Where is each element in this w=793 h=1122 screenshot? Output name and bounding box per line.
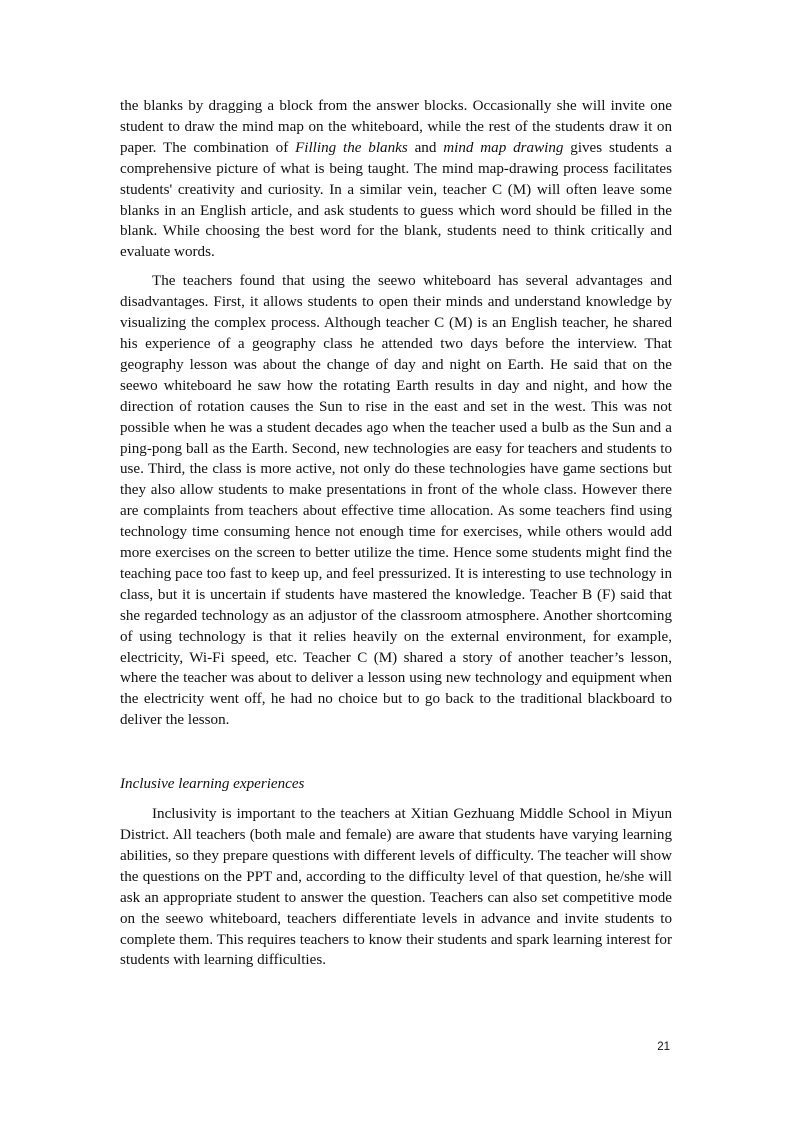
paragraph-mind-map xyxy=(120,96,672,263)
paragraph-text: and xyxy=(407,139,444,156)
paragraph-text: the blanks by dragging a block from the answer blocks. Occasionally she will invite one student to draw the mind map on the whiteboard, while the rest of the students draw it on paper. The combination of xyxy=(120,98,672,156)
emphasis-mind-map-drawing: mind map drawing xyxy=(443,139,564,156)
emphasis-filling-the-blanks: Filling the blanks xyxy=(295,139,408,156)
page-number: 21 xyxy=(657,1041,670,1053)
paragraph-advantages-disadvantages: The teachers found that using the seewo whiteboard has several advantages and disadvantages. First, it allows students to open their minds and understand knowledge by visualizing the complex process. Although teacher C (M) is an English teacher, he shared his experience of a geography class he attended two days before the interview. That geography lesson was about the change of day and night on Earth. He said that on the seewo whiteboard he saw how the rotating Earth results in day and night, and how the direction of rotation causes the Sun to rise in the east and set in the west. This was not possible when he was a student decades ago when the teacher used a bulb as the Sun and a ping-pong ball as the Earth. Second, new technologies are easy for teachers and students to use. Third, the class is more active, not only do these technologies have game sections but they also allow students to make presentations in front of the whole class. However there are complaints from teachers about effective time allocation. As some teachers find using technology time consuming hence not enough time for exercises, while others would add more exercises on the screen to better utilize the time. Hence some students might find the teaching pace too fast to keep up, and feel pressurized. It is interesting to use technology in class, but it is uncertain if students have mastered the knowledge. Teacher B (F) said that she regarded technology as an adjustor of the classroom atmosphere. Another shortcoming of using technology is that it relies heavily on the external environment, for example, electricity, Wi-Fi speed, etc. Teacher C (M) shared a story of another teacher’s lesson, where the teacher was about to deliver a lesson using new technology and equipment when the electricity went off, he had no choice but to go back to the traditional blackboard to deliver the lesson. xyxy=(120,273,672,729)
section-heading-inclusive-learning: Inclusive learning experiences xyxy=(120,776,305,793)
paragraph-inclusivity: Inclusivity is important to the teachers at Xitian Gezhuang Middle School in Miyun District. All teachers (both male and female) are aware that students have varying learning abilities, so they prepare questions with different levels of difficulty. The teacher will show the questions on the PPT and, according to the difficulty level of that question, he/she will ask an appropriate student to answer the question. Teachers can also set competitive mode on the seewo whiteboard, teachers differentiate levels in advance and invite students to complete them. This requires teachers to know their students and spark learning interest for students with learning difficulties. xyxy=(120,806,672,969)
page-body xyxy=(120,96,672,971)
paragraph-text: gives students a comprehensive picture of what is being taught. The mind map-drawing process facilitates students' creativity and curiosity. In a similar vein, teacher C (M) will often leave some blanks in an English article, and ask students to guess which word should be filled in the blank. While choosing the best word for the blank, students need to think critically and evaluate words. xyxy=(120,139,673,261)
